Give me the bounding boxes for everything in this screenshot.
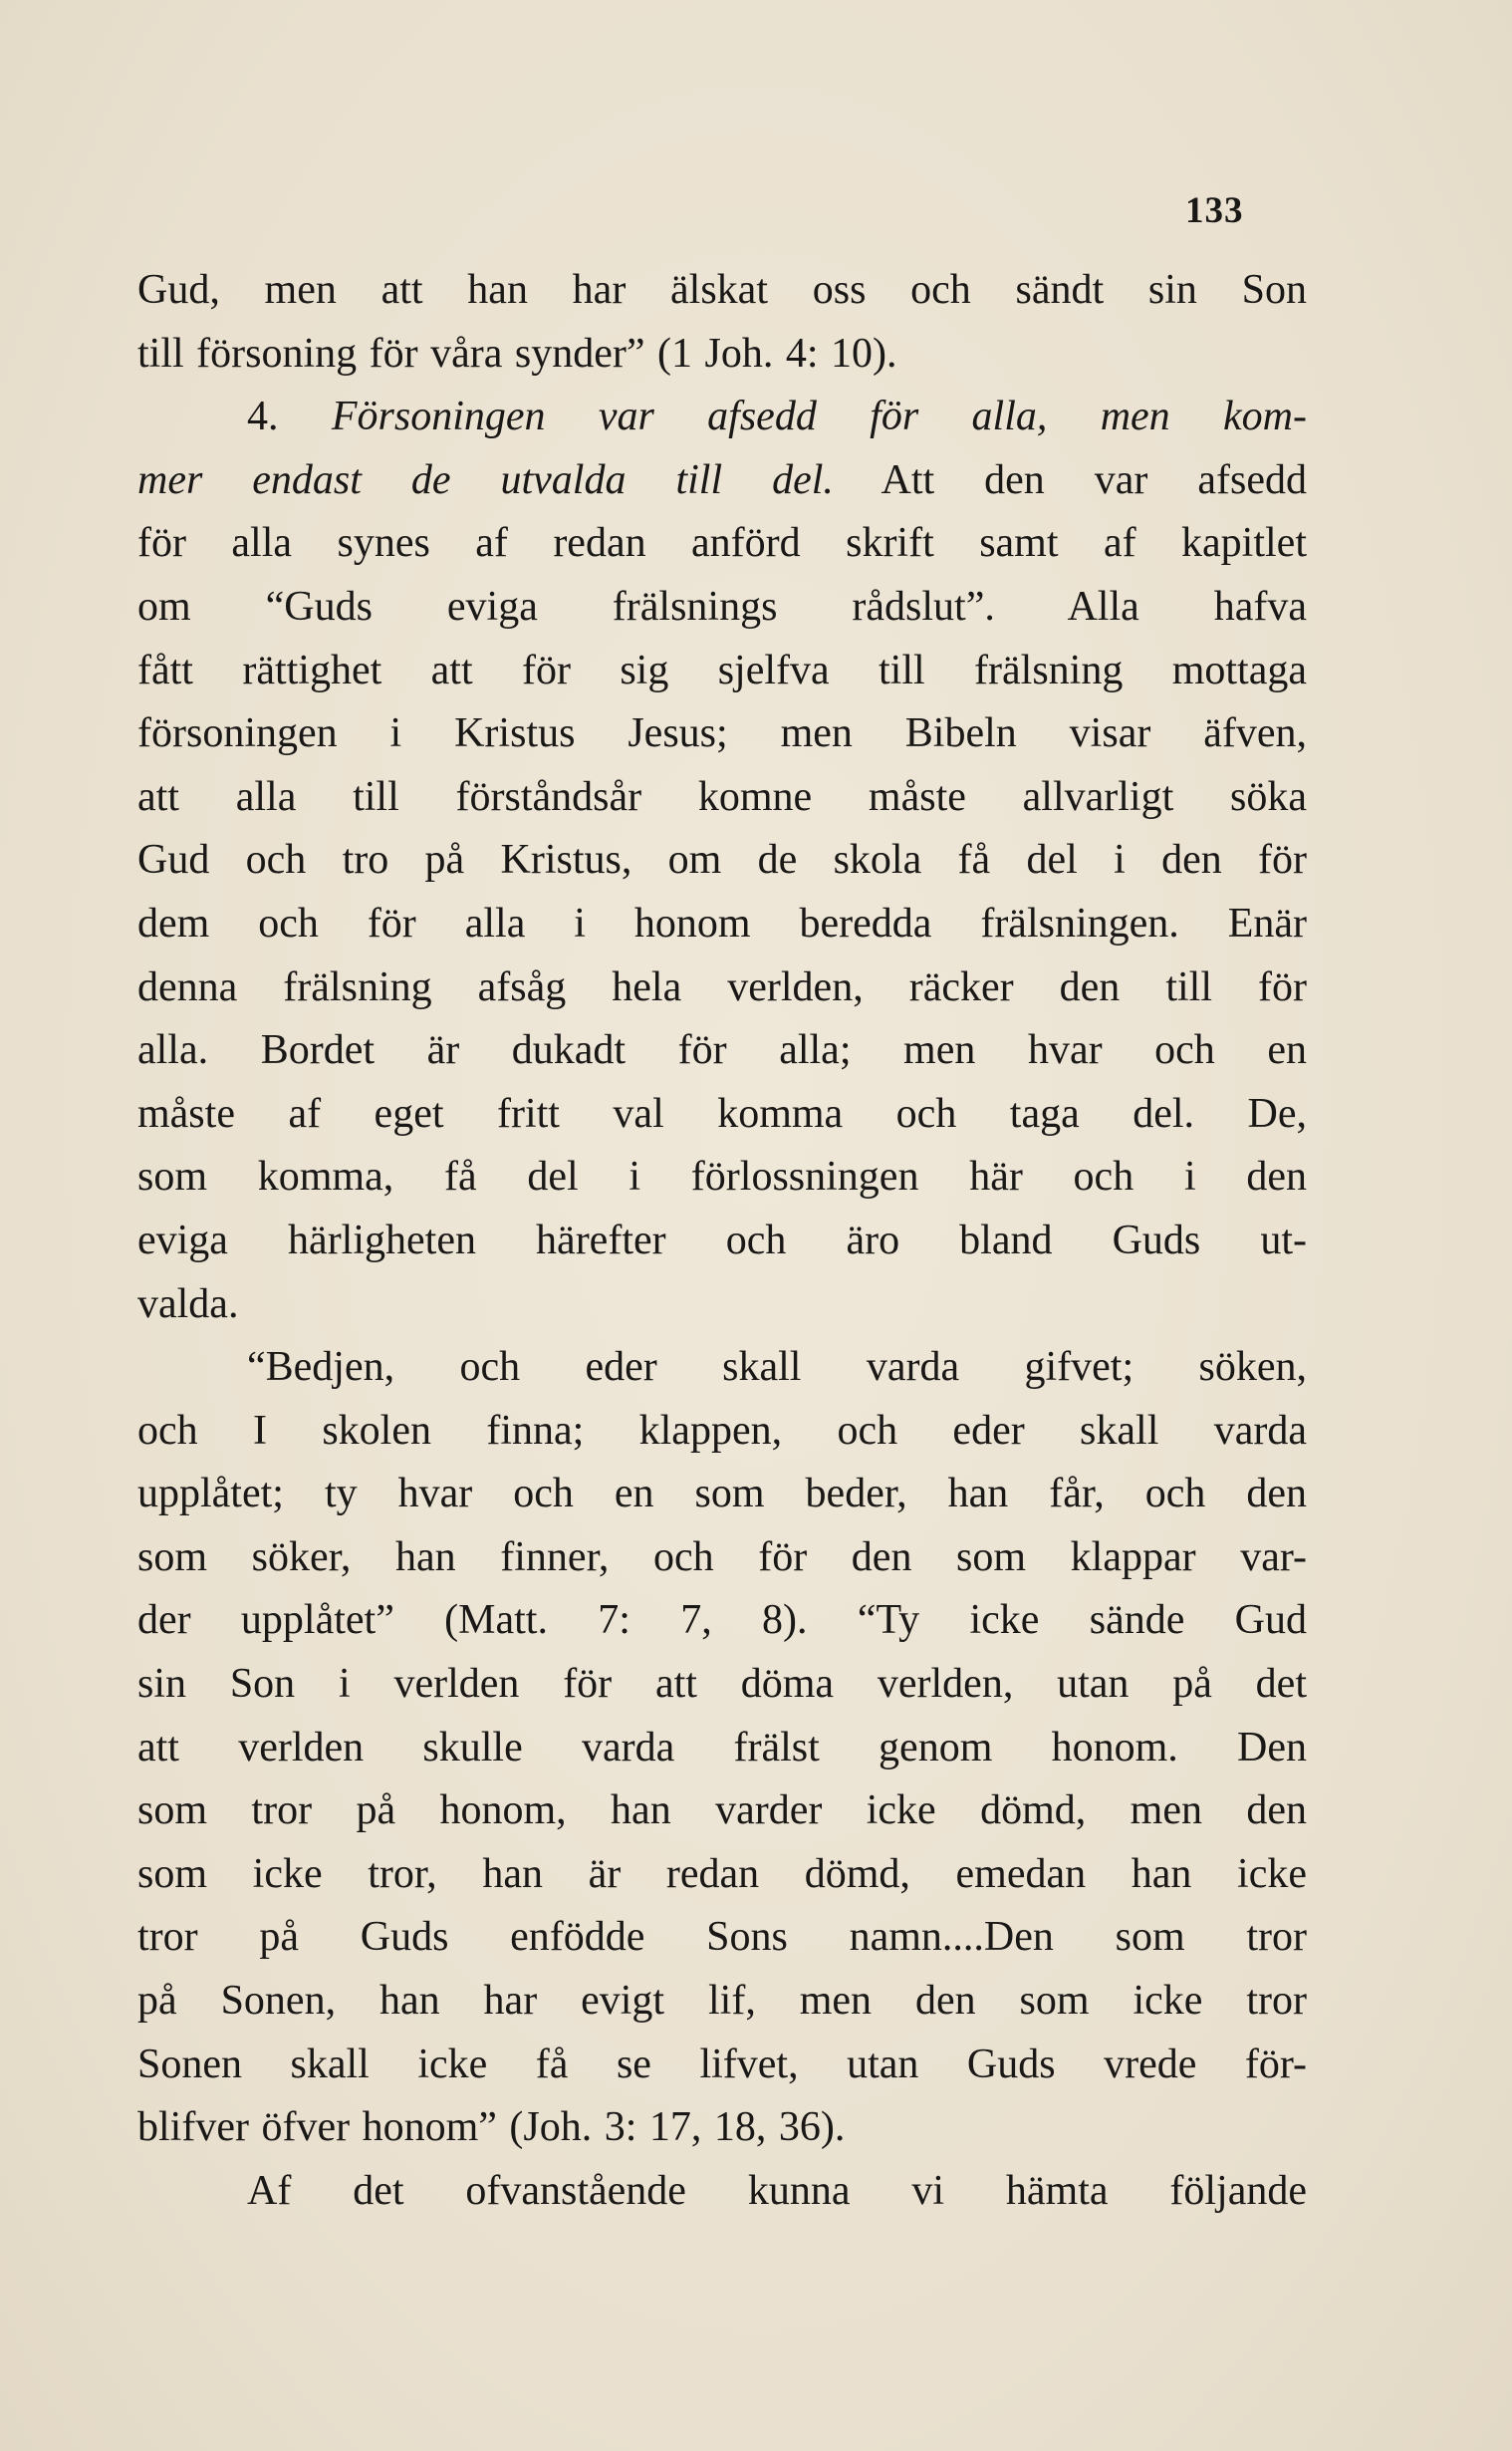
text-line	[137, 766, 1307, 830]
text-segment: fått rättighet att för sig sjelfva till frälsning mottaga	[137, 647, 1307, 693]
text-line	[137, 1019, 1307, 1083]
body-text	[137, 259, 1307, 2223]
text-segment: sin Son i verlden för att döma verlden, utan på det	[137, 1661, 1307, 1708]
text-line	[137, 1526, 1307, 1590]
text-line	[137, 1717, 1307, 1780]
text-segment: 4.	[247, 394, 332, 440]
text-segment: alla. Bordet är dukadt för alla; men hvar och en	[137, 1027, 1307, 1074]
text-segment: valda.	[137, 1280, 239, 1327]
text-line	[137, 449, 1307, 513]
text-segment: Af det ofvanstående kunna vi hämta följande	[247, 2167, 1307, 2214]
text-segment: der upplåtet” (Matt. 7: 7, 8). “Ty icke sände Gud	[137, 1597, 1307, 1644]
text-line	[137, 323, 1307, 387]
text-line	[137, 1336, 1307, 1400]
text-line	[137, 1653, 1307, 1717]
text-line	[137, 1463, 1307, 1526]
text-line	[137, 893, 1307, 956]
text-line	[137, 259, 1307, 323]
text-line	[137, 1210, 1307, 1273]
text-segment: upplåtet; ty hvar och en som beder, han får, och den	[137, 1471, 1307, 1517]
text-segment: eviga härligheten härefter och äro bland Guds ut-	[137, 1217, 1307, 1263]
text-segment: dem och för alla i honom beredda frälsningen. Enär	[137, 900, 1307, 947]
text-segment: försoningen i Kristus Jesus; men Bibeln visar äfven,	[137, 710, 1307, 757]
text-line	[137, 1779, 1307, 1843]
text-segment: till försoning för våra synder” (1 Joh. 4: 10).	[137, 330, 897, 377]
text-segment: som tror på honom, han varder icke dömd, men den	[137, 1787, 1307, 1834]
text-line	[137, 386, 1307, 449]
text-segment: för alla synes af redan anförd skrift samt af kapitlet	[137, 520, 1307, 567]
text-line	[137, 576, 1307, 640]
text-segment: Sonen skall icke få se lifvet, utan Guds vrede för-	[137, 2041, 1307, 2087]
text-line	[137, 2096, 1307, 2160]
text-segment: att verlden skulle varda frälst genom honom. Den	[137, 1724, 1307, 1770]
text-line	[137, 1083, 1307, 1147]
text-line	[137, 1906, 1307, 1970]
page-number: 133	[1185, 190, 1244, 231]
text-line	[137, 1843, 1307, 1907]
text-line	[137, 1589, 1307, 1653]
text-line	[137, 512, 1307, 576]
text-segment: “Bedjen, och eder skall varda gifvet; söken,	[247, 1344, 1307, 1391]
text-line	[137, 640, 1307, 703]
text-segment: som icke tror, han är redan dömd, emedan han icke	[137, 1850, 1307, 1897]
text-line	[137, 829, 1307, 893]
text-segment: denna frälsning afsåg hela verlden, räcker den till för	[137, 963, 1307, 1010]
text-segment: Att den var afsedd	[833, 456, 1307, 503]
text-segment: att alla till förståndsår komne måste allvarligt söka	[137, 773, 1307, 820]
text-line	[137, 702, 1307, 766]
text-segment: som söker, han finner, och för den som klappar var-	[137, 1533, 1307, 1580]
text-segment: på Sonen, han har evigt lif, men den som icke tror	[137, 1978, 1307, 2025]
text-line	[137, 2034, 1307, 2097]
text-line	[137, 2160, 1307, 2224]
text-segment: Gud och tro på Kristus, om de skola få del i den för	[137, 837, 1307, 884]
text-line	[137, 956, 1307, 1020]
text-segment: Gud, men att han har älskat oss och sändt sin Son	[137, 267, 1307, 313]
text-line	[137, 1970, 1307, 2034]
text-segment: måste af eget fritt val komma och taga del. De,	[137, 1090, 1307, 1137]
text-segment: mer endast de utvalda till del.	[137, 456, 834, 503]
text-segment: Försoningen var afsedd för alla, men kom-	[331, 394, 1307, 440]
text-line	[137, 1400, 1307, 1464]
text-segment: och I skolen finna; klappen, och eder skall varda	[137, 1407, 1307, 1454]
text-segment: tror på Guds enfödde Sons namn....Den som tror	[137, 1914, 1307, 1961]
text-segment: om “Guds eviga frälsnings rådslut”. Alla hafva	[137, 583, 1307, 630]
text-segment: blifver öfver honom” (Joh. 3: 17, 18, 36).	[137, 2104, 846, 2151]
text-segment: som komma, få del i förlossningen här och i den	[137, 1154, 1307, 1201]
text-line	[137, 1146, 1307, 1210]
text-line	[137, 1273, 1307, 1337]
